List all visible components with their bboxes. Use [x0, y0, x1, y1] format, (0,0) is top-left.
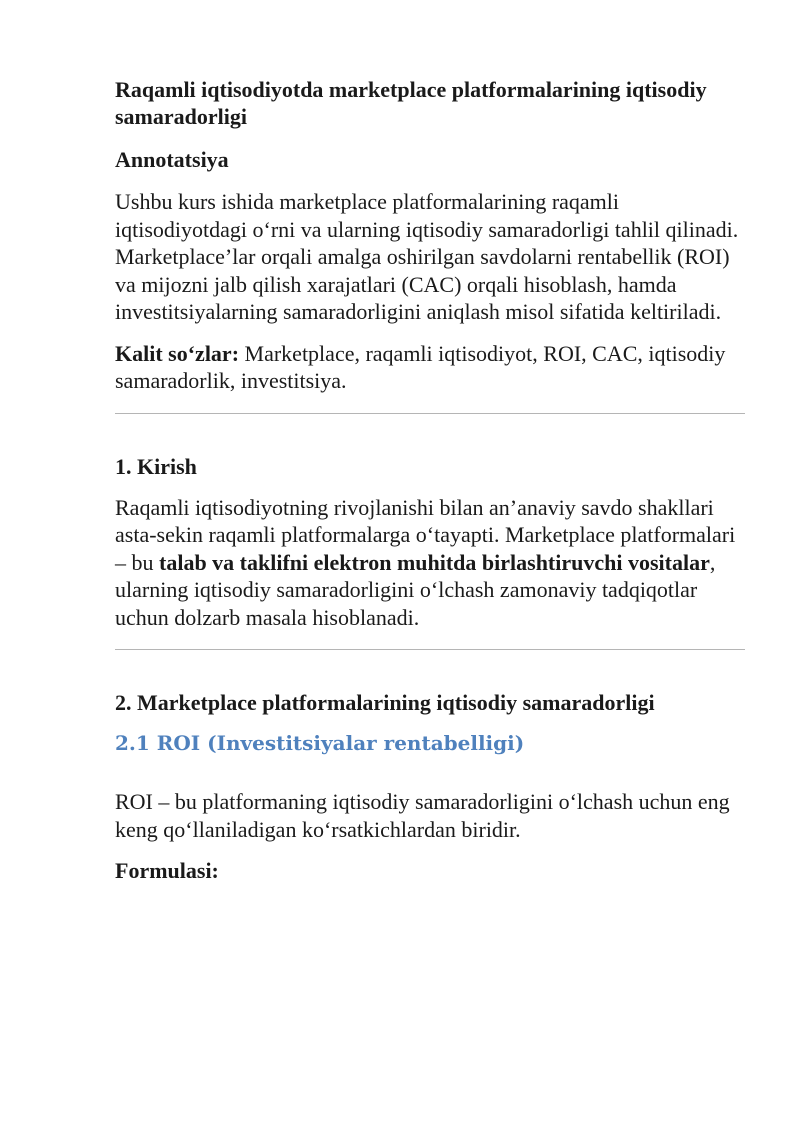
keywords-paragraph — [115, 340, 745, 395]
document-title: Raqamli iqtisodiyotda marketplace platformalarining iqtisodiy samaradorligi — [115, 77, 707, 129]
section-1-heading: 1. Kirish — [115, 453, 197, 479]
divider — [115, 649, 745, 650]
divider — [115, 413, 745, 414]
section-1-text-start: Raqamli iqtisodiyotning rivojlanishi bilan an’anaviy savdo shakllari asta-sekin raqamli platformalarga o‘tayapti. Marketplace platformalari – bu — [115, 494, 736, 575]
keywords-label: Kalit so‘zlar: — [115, 340, 240, 366]
section-2-1-text: ROI – bu platformaning iqtisodiy samaradorligini o‘lchash uchun eng keng qo‘llaniladigan ko‘rsatkichlardan biridir. — [115, 789, 730, 842]
section-1-text-bold: talab va taklifni elektron muhitda birlashtiruvchi vositalar — [159, 549, 710, 575]
section-1-text — [115, 494, 745, 632]
abstract-heading: Annotatsiya — [115, 147, 229, 172]
section-2-1-subheading: 2.1 ROI (Investitsiyalar rentabelligi) — [115, 731, 525, 755]
document-page — [115, 76, 745, 899]
section-1-text-end: , ularning iqtisodiy samaradorligini o‘lchash zamonaviy tadqiqotlar uchun dolzarb masala hisoblanadi. — [115, 549, 716, 630]
formula-label: Formulasi: — [115, 858, 219, 883]
section-2-heading: 2. Marketplace platformalarining iqtisodiy samaradorligi — [115, 690, 655, 715]
abstract-text: Ushbu kurs ishida marketplace platformalarining raqamli iqtisodiyotdagi o‘rni va ularning iqtisodiy samaradorligi tahlil qilinadi. Marketplace’lar orqali amalga oshirilgan savdolarni rentabellik (ROI) va mijozni jalb qilish xarajatlari (CAC) orqali hisoblash, hamda investitsiyalarning samaradorligini aniqlash misol sifatida keltiriladi. — [115, 189, 739, 324]
keywords-text: Marketplace, raqamli iqtisodiyot, ROI, CAC, iqtisodiy samaradorlik, investitsiya. — [115, 340, 726, 393]
